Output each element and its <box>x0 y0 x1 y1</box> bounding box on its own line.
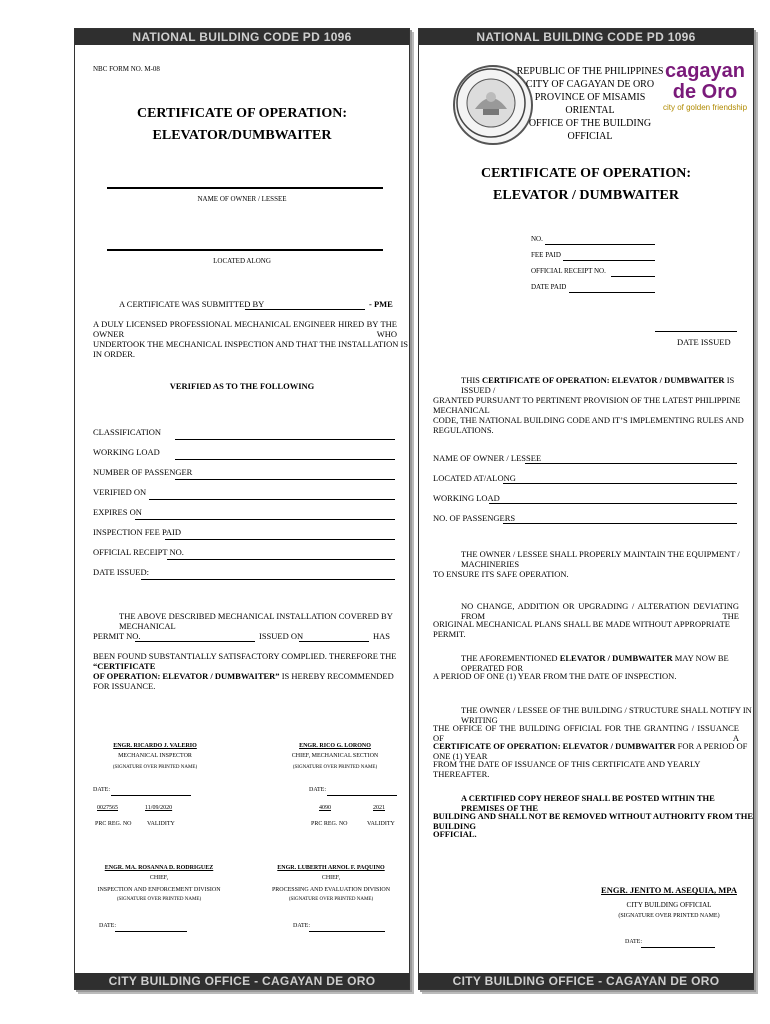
working-load-input[interactable] <box>175 459 395 460</box>
submitted-line2: A DULY LICENSED PROFESSIONAL MECHANICAL ENGINEER HIRED BY THE OWNER WHO <box>93 319 397 339</box>
field-passengers: NO. OF PASSENGERS <box>433 513 516 523</box>
para-line1: THE ABOVE DESCRIBED MECHANICAL INSTALLATION COVERED BY MECHANICAL <box>119 611 393 631</box>
sig3-title: CHIEF, <box>149 875 169 881</box>
date-issued-input[interactable] <box>655 331 737 332</box>
gov-line4: OFFICE OF THE BUILDING OFFICIAL <box>528 118 652 142</box>
oper-line2: A PERIOD OF ONE (1) YEAR FROM THE DATE OF INSPECTION. <box>433 671 677 681</box>
classification-input[interactable] <box>175 439 395 440</box>
or-label: OFFICIAL RECEIPT NO. <box>531 267 606 275</box>
sig2-date-label: DATE: <box>309 787 326 793</box>
field-working-load: WORKING LOAD <box>93 447 160 457</box>
form-number: NBC FORM NO. M-08 <box>93 65 160 73</box>
notify-line2: THE OFFICE OF THE BUILDING OFFICIAL FOR THE GRANTING / ISSUANCE OF A <box>433 723 739 743</box>
date-issued-input[interactable] <box>141 579 395 580</box>
field-working-load: WORKING LOAD <box>433 493 500 503</box>
date-paid-input[interactable] <box>569 292 655 293</box>
owner-underline[interactable] <box>107 187 383 189</box>
sig3-division: INSPECTION AND ENFORCEMENT DIVISION <box>97 887 221 893</box>
sig1-date-input[interactable] <box>111 795 191 796</box>
field-expires-on: EXPIRES ON <box>93 507 142 517</box>
official-date-label: DATE: <box>625 939 642 945</box>
left-title <box>75 103 409 147</box>
para-line3 <box>93 651 409 671</box>
sig1-date-label: DATE: <box>93 787 110 793</box>
sig2-note: (SIGNATURE OVER PRINTED NAME) <box>292 765 378 770</box>
right-title <box>419 163 753 207</box>
para-line3a: BEEN FOUND SUBSTANTIALLY SATISFACTORY COMPLIED. THEREFORE THE <box>93 651 397 661</box>
right-footer-banner: CITY BUILDING OFFICE - CAGAYAN DE ORO <box>419 973 753 989</box>
inspection-fee-input[interactable] <box>165 539 395 540</box>
sig3-date-label: DATE: <box>99 923 116 929</box>
left-footer-banner: CITY BUILDING OFFICE - CAGAYAN DE ORO <box>75 973 409 989</box>
para-line4 <box>93 671 409 691</box>
sig1-prc-label: PRC REG. NO <box>95 821 132 827</box>
gov-line2: CITY OF CAGAYAN DE ORO <box>525 79 655 90</box>
owner-label: NAME OF OWNER / LESSEE <box>197 195 287 203</box>
sig1-validity-value: 11/09/2020 <box>145 805 173 811</box>
right-header-banner: NATIONAL BUILDING CODE PD 1096 <box>419 29 753 45</box>
issue-line3: CODE, THE NATIONAL BUILDING CODE AND IT’S IMPLEMENTING RULES AND REGULATIONS. <box>433 415 744 435</box>
fee-input[interactable] <box>563 260 655 261</box>
logo-tagline: city of golden friendship <box>662 103 748 112</box>
notify-line3b: FOR A PERIOD OF ONE (1) YEAR <box>433 741 748 761</box>
sig4-name: ENGR. LUBERTH ARNOL F. PAQUINO <box>277 865 385 871</box>
notify-line4: FROM THE DATE OF ISSUANCE OF THIS CERTIFICATE AND YEARLY THEREAFTER. <box>433 759 701 779</box>
no-input[interactable] <box>545 244 655 245</box>
oper-line1b: ELEVATOR / DUMBWAITER <box>559 653 673 663</box>
verified-on-input[interactable] <box>149 499 395 500</box>
field-number-of-passenger: NUMBER OF PASSENGER <box>93 467 193 477</box>
notify-line3 <box>433 741 753 761</box>
notify-line3a: CERTIFICATE OF OPERATION: ELEVATOR / DUMBWAITER <box>433 741 676 751</box>
sig1-name: ENGR. RICARDO J. VALERIO <box>113 743 197 749</box>
official-signature-block <box>589 885 749 919</box>
sig4-date-label: DATE: <box>293 923 310 929</box>
signature-block-inspector <box>85 743 225 770</box>
date-paid-label: DATE PAID <box>531 283 567 291</box>
change-line1: NO CHANGE, ADDITION OR UPGRADING / ALTERATION DEVIATING FROM THE <box>461 601 739 621</box>
signature-block-inspection-division <box>79 865 239 902</box>
field-located: LOCATED AT/ALONG <box>433 473 516 483</box>
submitted-line3: UNDERTOOK THE MECHANICAL INSPECTION AND THAT THE INSTALLATION IS IN ORDER. <box>93 339 409 359</box>
issue-line1b: CERTIFICATE OF OPERATION: ELEVATOR / DUMBWAITER <box>482 375 725 385</box>
official-title: CITY BUILDING OFFICIAL <box>626 901 712 909</box>
signature-block-processing-division <box>251 865 411 902</box>
sig3-date-input[interactable] <box>115 931 187 932</box>
sig1-prc-value: 0027565 <box>97 805 118 811</box>
para-has: HAS <box>373 631 391 641</box>
date-issued-label: DATE ISSUED <box>677 337 731 347</box>
owner-input[interactable] <box>525 463 737 464</box>
para-line4a: OF OPERATION: ELEVATOR / DUMBWAITER” <box>93 671 280 681</box>
logo-line1: cagayan <box>664 60 746 82</box>
right-title-line2: ELEVATOR / DUMBWAITER <box>493 188 679 203</box>
sig3-note: (SIGNATURE OVER PRINTED NAME) <box>116 897 202 902</box>
copy-line2: BUILDING AND SHALL NOT BE REMOVED WITHOUT AUTHORITY FROM THE BUILDING <box>433 811 753 831</box>
official-date-input[interactable] <box>641 947 715 948</box>
copy-line1: A CERTIFIED COPY HEREOF SHALL BE POSTED WITHIN THE PREMISES OF THE <box>461 793 715 813</box>
maintain-line1: THE OWNER / LESSEE SHALL PROPERLY MAINTAIN THE EQUIPMENT / MACHINERIES <box>461 549 740 569</box>
issue-line1c: IS ISSUED / <box>461 375 735 395</box>
sig2-title: CHIEF, MECHANICAL SECTION <box>291 753 379 759</box>
sig4-division: PROCESSING AND EVALUATION DIVISION <box>271 887 391 893</box>
no-label: NO. <box>531 235 543 243</box>
permit-no-input[interactable] <box>135 641 255 642</box>
sig2-name: ENGR. RICO G. LORONO <box>299 743 371 749</box>
sig2-date-input[interactable] <box>327 795 397 796</box>
right-certificate-panel <box>418 28 754 990</box>
passenger-input[interactable] <box>175 479 395 480</box>
submitted-by-prefix: A CERTIFICATE WAS SUBMITTED BY <box>119 299 265 309</box>
field-inspection-fee: INSPECTION FEE PAID <box>93 527 182 537</box>
change-line2: ORIGINAL MECHANICAL PLANS SHALL BE MADE WITHOUT APPROPRIATE PERMIT. <box>433 619 730 639</box>
submitted-by-suffix: - PME <box>369 299 393 309</box>
maintain-line2: TO ENSURE ITS SAFE OPERATION. <box>433 569 569 579</box>
oper-line1a: THE AFOREMENTIONED <box>461 653 558 663</box>
field-classification: CLASSIFICATION <box>93 427 162 437</box>
field-date-issued: DATE ISSUED: <box>93 567 149 577</box>
official-note: (SIGNATURE OVER PRINTED NAME) <box>618 913 720 919</box>
para-line4b: IS HEREBY RECOMMENDED FOR ISSUANCE. <box>93 671 394 691</box>
field-owner: NAME OF OWNER / LESSEE <box>433 453 542 463</box>
fee-label: FEE PAID <box>531 251 561 259</box>
right-title-line1: CERTIFICATE OF OPERATION: <box>480 166 692 181</box>
field-verified-on: VERIFIED ON <box>93 487 147 497</box>
issue-line1 <box>461 375 753 395</box>
expires-on-input[interactable] <box>135 519 395 520</box>
sig3-name: ENGR. MA. ROSANNA D. RODRIGUEZ <box>104 865 214 871</box>
official-receipt-input[interactable] <box>167 559 395 560</box>
official-name: ENGR. JENITO M. ASEQUIA, MPA <box>601 885 737 895</box>
notify-line1: THE OWNER / LESSEE OF THE BUILDING / STRUCTURE SHALL NOTIFY IN WRITING <box>461 705 752 725</box>
issue-line2: GRANTED PURSUANT TO PERTINENT PROVISION OF THE LATEST PHILIPPINE MECHANICAL <box>433 395 741 415</box>
para-issued-label: ISSUED ON <box>259 631 304 641</box>
passengers-input[interactable] <box>503 523 737 524</box>
sig2-prc-label: PRC REG. NO <box>311 821 348 827</box>
sig1-note: (SIGNATURE OVER PRINTED NAME) <box>112 765 198 770</box>
submitted-by-field[interactable] <box>245 309 365 310</box>
verified-heading: VERIFIED AS TO THE FOLLOWING <box>169 381 315 391</box>
oper-line1 <box>461 653 753 673</box>
issued-on-input[interactable] <box>299 641 369 642</box>
sig4-note: (SIGNATURE OVER PRINTED NAME) <box>288 897 374 902</box>
located-label: LOCATED ALONG <box>213 257 271 265</box>
left-header-banner: NATIONAL BUILDING CODE PD 1096 <box>75 29 409 45</box>
left-title-line1: CERTIFICATE OF OPERATION: <box>136 106 348 121</box>
sig4-title: CHIEF, <box>321 875 341 881</box>
issue-line1a: THIS <box>461 375 480 385</box>
left-title-line2: ELEVATOR/DUMBWAITER <box>152 128 332 143</box>
copy-line3: OFFICIAL. <box>433 829 477 839</box>
para-permit-label: PERMIT NO. <box>93 631 141 641</box>
cagayan-logo <box>659 61 751 112</box>
sig2-validity-value: 2021 <box>373 805 385 811</box>
sig2-prc-value: 4090 <box>319 805 331 811</box>
or-input[interactable] <box>611 276 655 277</box>
left-certificate-panel <box>74 28 410 990</box>
gov-header <box>515 65 665 143</box>
para-line3b: “CERTIFICATE <box>93 661 156 671</box>
gov-line3: PROVINCE OF MISAMIS ORIENTAL <box>534 92 646 116</box>
signature-block-mech-chief <box>265 743 405 770</box>
located-underline[interactable] <box>107 249 383 251</box>
sig2-validity-label: VALIDITY <box>367 821 395 827</box>
sig4-date-input[interactable] <box>309 931 385 932</box>
located-input[interactable] <box>503 483 737 484</box>
logo-line2: de Oro <box>672 81 738 103</box>
sig1-validity-label: VALIDITY <box>147 821 175 827</box>
sig1-title: MECHANICAL INSPECTOR <box>118 753 192 759</box>
field-official-receipt: OFFICIAL RECEIPT NO. <box>93 547 184 557</box>
working-load-input[interactable] <box>489 503 737 504</box>
gov-line1: REPUBLIC OF THE PHILIPPINES <box>516 66 664 77</box>
oper-line1c: MAY NOW BE OPERATED FOR <box>461 653 729 673</box>
